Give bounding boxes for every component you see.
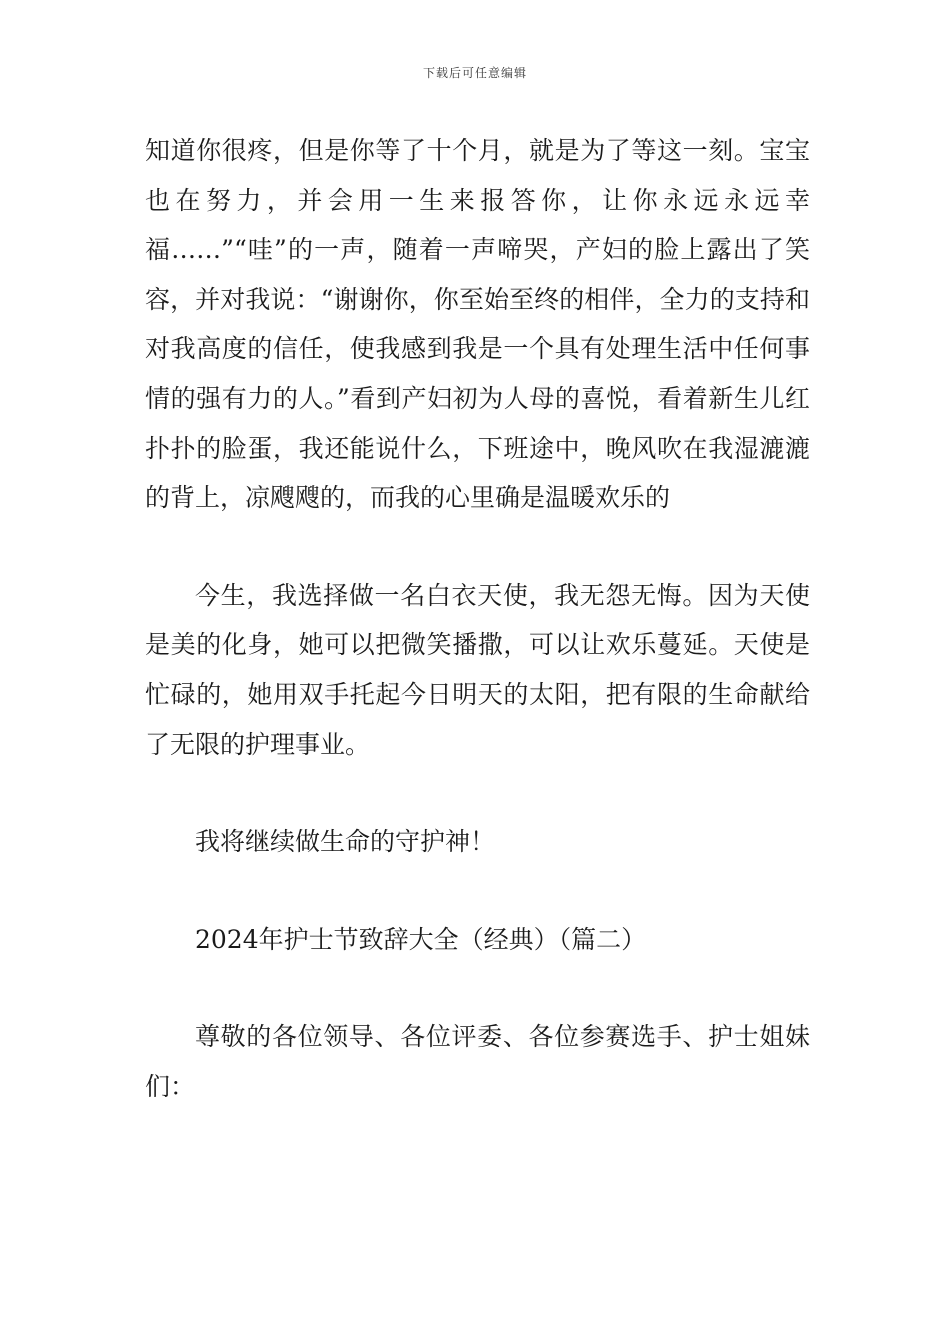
section-heading: 2024年护士节致辞大全（经典）（篇二）: [195, 924, 647, 954]
page-header: 下载后可任意编辑: [422, 66, 527, 80]
paragraph-guardian: 我将继续做生命的守护神！: [195, 827, 496, 857]
paragraph-white-angel: 今生，我选择做一名白衣天使，我无怨无悔。因为天使是美的化身，她可以把微笑播撒，可以让欢乐蔓延。天使是忙碌的，她用双手托起今日明天的太阳，把有限的生命献给了无限的护理事业。: [145, 580, 810, 759]
paragraph-continued-story: 知道你很疼，但是你等了十个月，就是为了等这一刻。宝宝也在努力，并会用一生来报答你，让你永远永远幸福……”“哇”的一声，随着一声啼哭，产妇的脸上露出了笑容，并对我说：“谢谢你，你至始至终的相伴，全力的支持和对我高度的信任，使我感到我是一个具有处理生活中任何事情的强有力的人。”看到产妇初为人母的喜悦，看着新生儿红扑扑的脸蛋，我还能说什么，下班途中，晚风吹在我湿漉漉的背上，凉飕飕的，而我的心里确是温暖欢乐的: [145, 136, 810, 513]
paragraph-salutation: 尊敬的各位领导、各位评委、各位参赛选手、护士姐妹们：: [145, 1022, 810, 1101]
document-body: [145, 126, 810, 1112]
